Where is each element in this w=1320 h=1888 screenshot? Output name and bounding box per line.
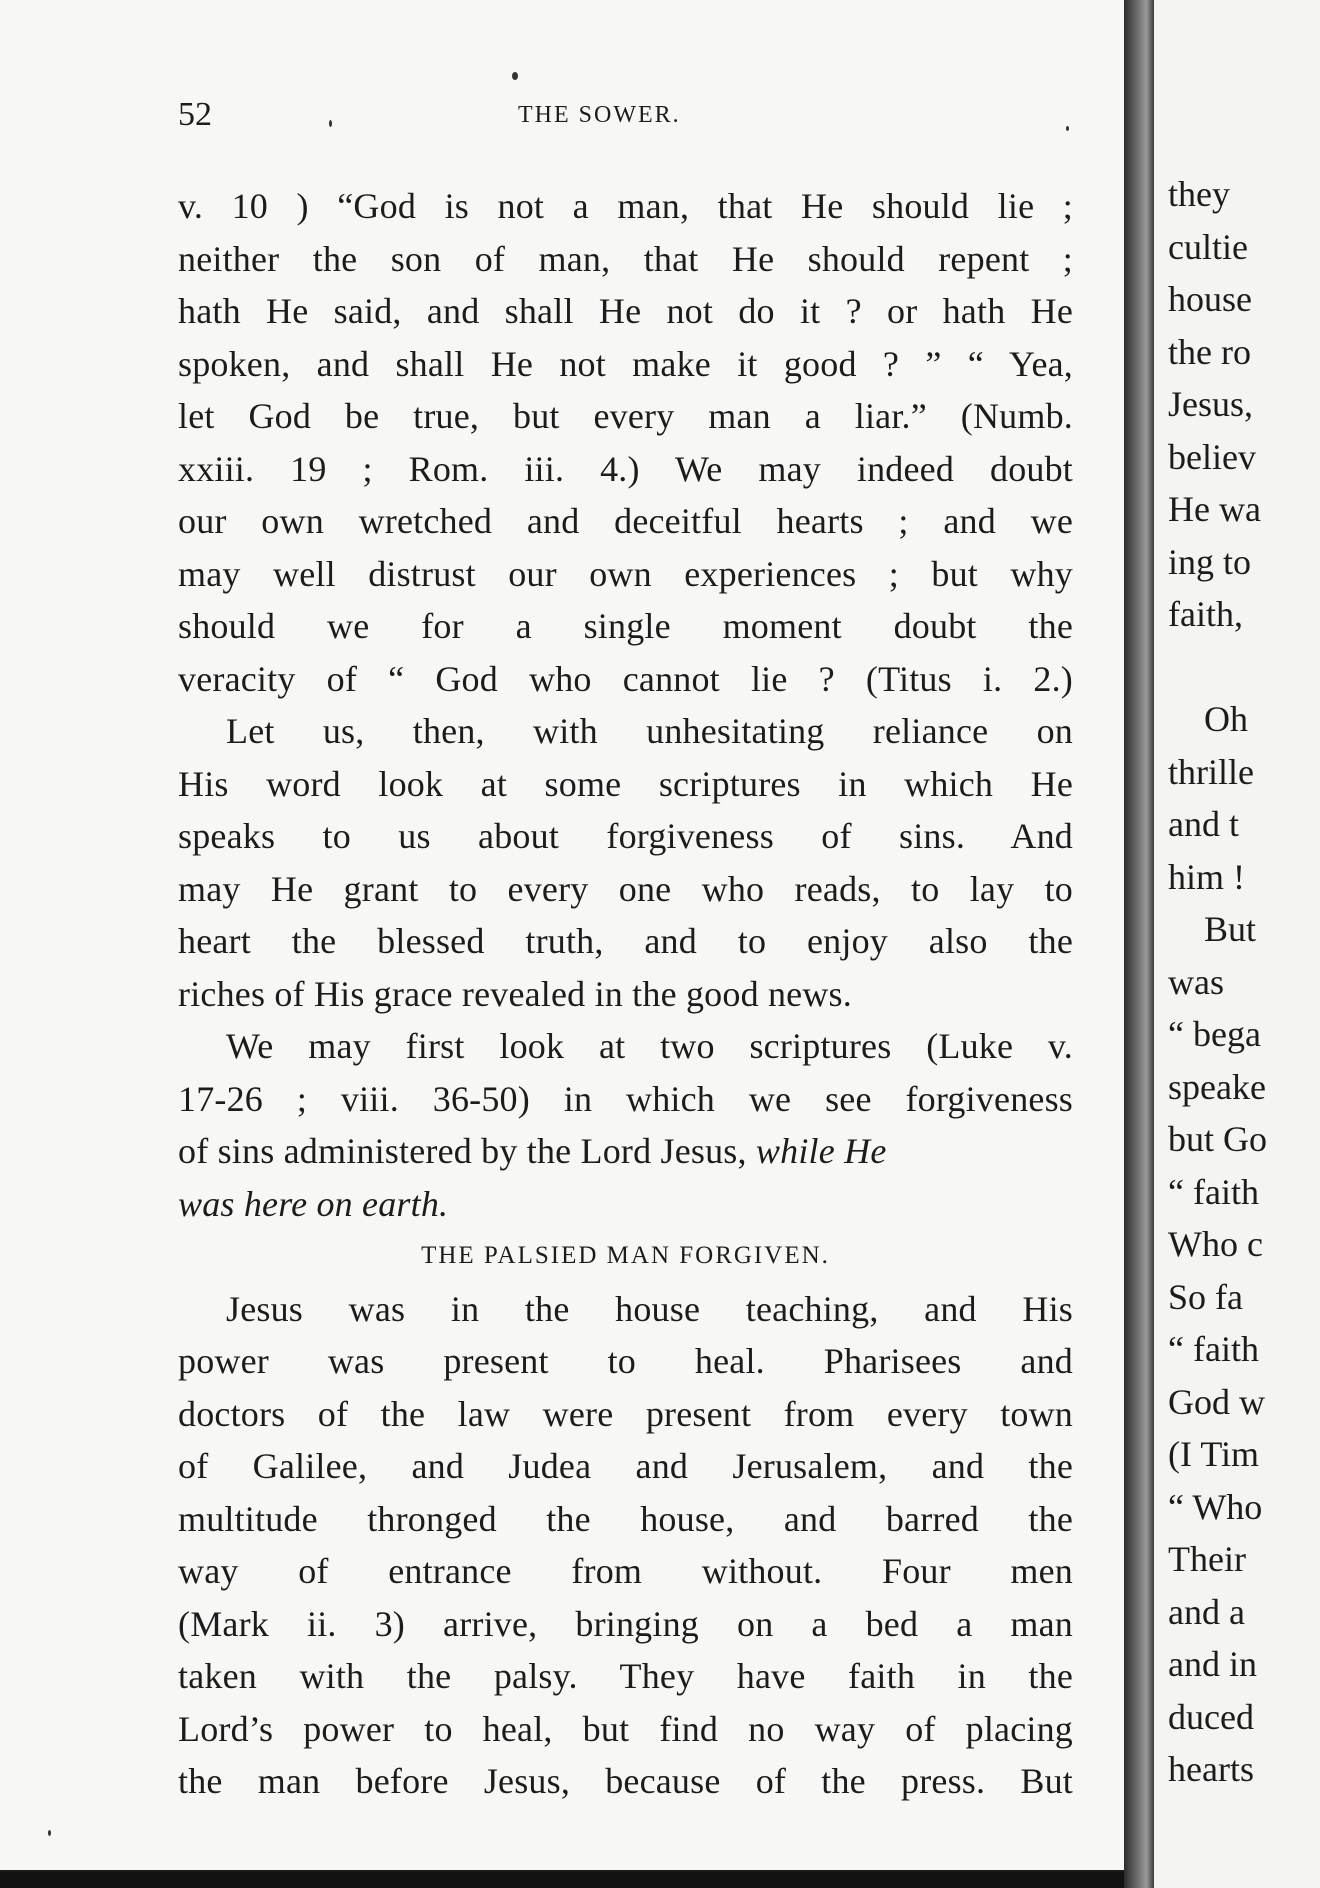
text-line: may well distrust our own experiences ; but why <box>178 553 1073 594</box>
text-line: of Galilee, and Judea and Jerusalem, and the <box>178 1446 1073 1486</box>
running-title: THE SOWER. <box>518 102 681 128</box>
text-line: and t <box>1168 804 1239 844</box>
text-line: him ! <box>1168 856 1245 897</box>
text-line: (I Tim <box>1168 1434 1260 1474</box>
text-line: Their <box>1168 1539 1246 1579</box>
ink-speck <box>512 72 518 80</box>
text-run: of sins administered by the Lord Jesus, <box>178 1131 747 1171</box>
text-line: thrille <box>1168 751 1254 792</box>
paragraph-first-line: We may first look at two scriptures (Luke v. <box>226 1026 1073 1066</box>
text-line: “ faith <box>1168 1171 1259 1212</box>
text-line: He wa <box>1168 489 1261 529</box>
text-line: Lord’s power to heal, but find no way of placing <box>178 1708 1073 1749</box>
text-line: faith, <box>1168 594 1243 634</box>
text-line: 17-26 ; viii. 36-50) in which we see forgiveness <box>178 1078 1073 1119</box>
text-line-mixed <box>178 1125 1073 1178</box>
text-line: way of entrance from without. Four men <box>178 1551 1073 1591</box>
ink-speck <box>48 1830 51 1836</box>
text-line: Jesus, <box>1168 384 1254 424</box>
text-line: duced <box>1168 1696 1254 1737</box>
text-line: “ faith <box>1168 1329 1259 1369</box>
paragraph-first-line: But <box>1204 909 1257 949</box>
text-line: house <box>1168 279 1252 319</box>
text-line: neither the son of man, that He should repent ; <box>178 238 1073 279</box>
text-line: veracity of “ God who cannot lie ? (Titus i. 2.) <box>178 658 1073 699</box>
right-page-text <box>1168 168 1320 1796</box>
text-line: believ <box>1168 436 1256 477</box>
text-line: and in <box>1168 1644 1257 1684</box>
text-line: the ro <box>1168 331 1251 372</box>
text-line: doctors of the law were present from every town <box>178 1393 1073 1434</box>
text-line: riches of His grace revealed in the good news. <box>178 973 852 1014</box>
paragraph-first-line: Jesus was in the house teaching, and His <box>226 1288 1073 1329</box>
ink-speck <box>1066 126 1069 131</box>
text-line: hearts <box>1168 1749 1254 1789</box>
text-line: should we for a single moment doubt the <box>178 606 1073 646</box>
body-text <box>178 180 1073 1808</box>
text-line: v. 10 ) “God is not a man, that He should lie ; <box>178 186 1073 226</box>
text-line: heart the blessed truth, and to enjoy also the <box>178 921 1073 961</box>
ink-speck <box>329 120 332 127</box>
right-page <box>1154 0 1320 1888</box>
section-heading: THE PALSIED MAN FORGIVEN. <box>421 1242 830 1269</box>
text-line: (Mark ii. 3) arrive, bringing on a bed a man <box>178 1603 1073 1644</box>
text-line: “ Who <box>1168 1486 1263 1527</box>
italic-run: was here on earth. <box>178 1183 449 1224</box>
text-line: cultie <box>1168 226 1248 267</box>
running-head <box>178 96 1078 136</box>
text-line: may He grant to every one who reads, to lay to <box>178 868 1073 909</box>
text-line: spoken, and shall He not make it good ? ” “ Yea, <box>178 343 1073 384</box>
text-line: they <box>1168 174 1230 214</box>
text-line: was <box>1168 961 1224 1002</box>
text-line: the man before Jesus, because of the press. But <box>178 1761 1073 1801</box>
text-line: ing to <box>1168 541 1252 582</box>
text-line: let God be true, but every man a liar.” (Numb. <box>178 396 1073 436</box>
text-line: God w <box>1168 1381 1265 1422</box>
paragraph-first-line: Oh <box>1204 699 1248 739</box>
text-line: Who c <box>1168 1224 1263 1264</box>
text-line: but Go <box>1168 1119 1267 1159</box>
blank-line <box>1168 641 1320 694</box>
text-line: speaks to us about forgiveness of sins. And <box>178 816 1073 856</box>
page-number: 52 <box>178 96 212 133</box>
text-line: speake <box>1168 1066 1266 1107</box>
italic-line <box>178 1178 1073 1231</box>
text-line: “ bega <box>1168 1014 1261 1054</box>
paragraph-first-line: Let us, then, with unhesitating reliance on <box>226 711 1073 751</box>
text-line: taken with the palsy. They have faith in the <box>178 1656 1073 1696</box>
text-line: So fa <box>1168 1276 1243 1317</box>
text-line: power was present to heal. Pharisees and <box>178 1341 1073 1381</box>
text-line: and a <box>1168 1591 1245 1632</box>
text-line: hath He said, and shall He not do it ? or hath He <box>178 291 1073 331</box>
page-bottom-edge <box>0 1872 1124 1888</box>
text-line: xxiii. 19 ; Rom. iii. 4.) We may indeed doubt <box>178 448 1073 489</box>
text-line: His word look at some scriptures in which He <box>178 763 1073 804</box>
text-line: our own wretched and deceitful hearts ; and we <box>178 501 1073 541</box>
text-line: multitude thronged the house, and barred the <box>178 1498 1073 1539</box>
book-gutter <box>1124 0 1154 1888</box>
italic-run: while He <box>755 1131 887 1171</box>
